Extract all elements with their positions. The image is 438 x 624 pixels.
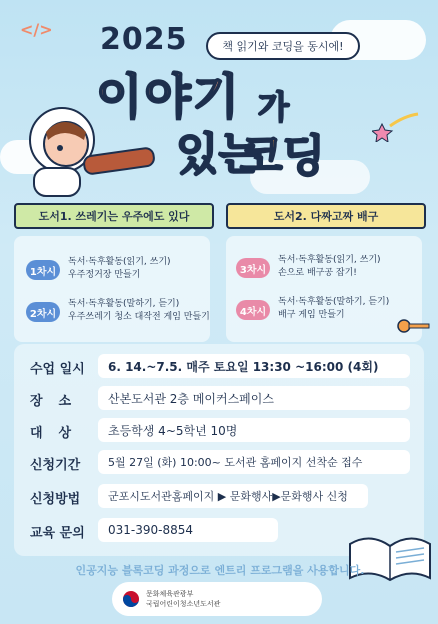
speech-bubble: 책 읽기와 코딩을 동시에!: [206, 32, 360, 60]
session-line: 독서·독후활동(읽기, 쓰기): [278, 255, 381, 265]
session-description: [68, 256, 171, 282]
logo-line-2: 국립어린이청소년도서관: [146, 600, 221, 608]
main-title-word: 이야기: [96, 69, 242, 125]
session-description: [278, 254, 381, 280]
info-label: 장소: [30, 394, 88, 409]
session-line: 손으로 배구공 잡기!: [278, 268, 357, 278]
year-title: 2025: [100, 22, 188, 57]
taegeuk-icon: [122, 590, 140, 608]
info-value: 6. 14.~7.5. 매주 토요일 13:30 ~16:00 (4회): [98, 354, 410, 378]
info-label: 신청방법: [30, 492, 81, 507]
session-line: 독서·독후활동(말하기, 듣기): [68, 299, 180, 309]
info-label: 교육 문의: [30, 526, 85, 541]
info-label: 대상: [30, 426, 88, 441]
info-value: 5월 27일 (화) 10:00~ 도서관 홈페이지 선착순 접수: [98, 450, 410, 474]
book-2-sessions-panel: [226, 236, 422, 342]
footer-note: 인공지능 블록코딩 과정으로 엔트리 프로그램을 사용합니다.: [75, 564, 365, 577]
info-value: 031-390-8854: [98, 518, 278, 542]
tab-book-2: 도서2. 다짜고짜 배구: [226, 203, 426, 229]
logo-text: [146, 589, 220, 609]
shooting-star-icon: [372, 112, 420, 142]
subtitle-word-2: 코딩: [240, 131, 326, 182]
session-badge: 3차시: [236, 258, 270, 278]
session-line: 우주쓰레기 청소 대작전 게임 만들기: [68, 312, 210, 322]
session-badge: 4차시: [236, 300, 270, 320]
info-value: 군포시도서관홈페이지 ▶ 문화행사▶문화행사 신청: [98, 484, 368, 508]
session-badge: 1차시: [26, 260, 60, 280]
session-line: 독서·독후활동(읽기, 쓰기): [68, 257, 171, 267]
session-line: 우주정거장 만들기: [68, 270, 141, 280]
main-title-suffix: 가: [258, 88, 289, 126]
session-line: 배구 게임 만들기: [278, 310, 345, 320]
key-icon: [396, 316, 432, 336]
subtitle-word-1: 있는: [176, 129, 262, 180]
info-label: 신청기간: [30, 458, 81, 473]
organization-logo: [112, 582, 322, 616]
book-1-sessions-panel: [14, 236, 210, 342]
info-label: 수업 일시: [30, 362, 85, 377]
logo-line-1: 문화체육관광부: [146, 590, 194, 598]
session-line: 독서·독후활동(말하기, 듣기): [278, 297, 390, 307]
tab-book-1: 도서1. 쓰레기는 우주에도 있다: [14, 203, 214, 229]
session-description: [68, 298, 210, 324]
code-icon: </>: [20, 20, 53, 39]
session-badge: 2차시: [26, 302, 60, 322]
info-value: 초등학생 4~5학년 10명: [98, 418, 410, 442]
info-value: 산본도서관 2층 메이커스페이스: [98, 386, 410, 410]
session-description: [278, 296, 389, 322]
